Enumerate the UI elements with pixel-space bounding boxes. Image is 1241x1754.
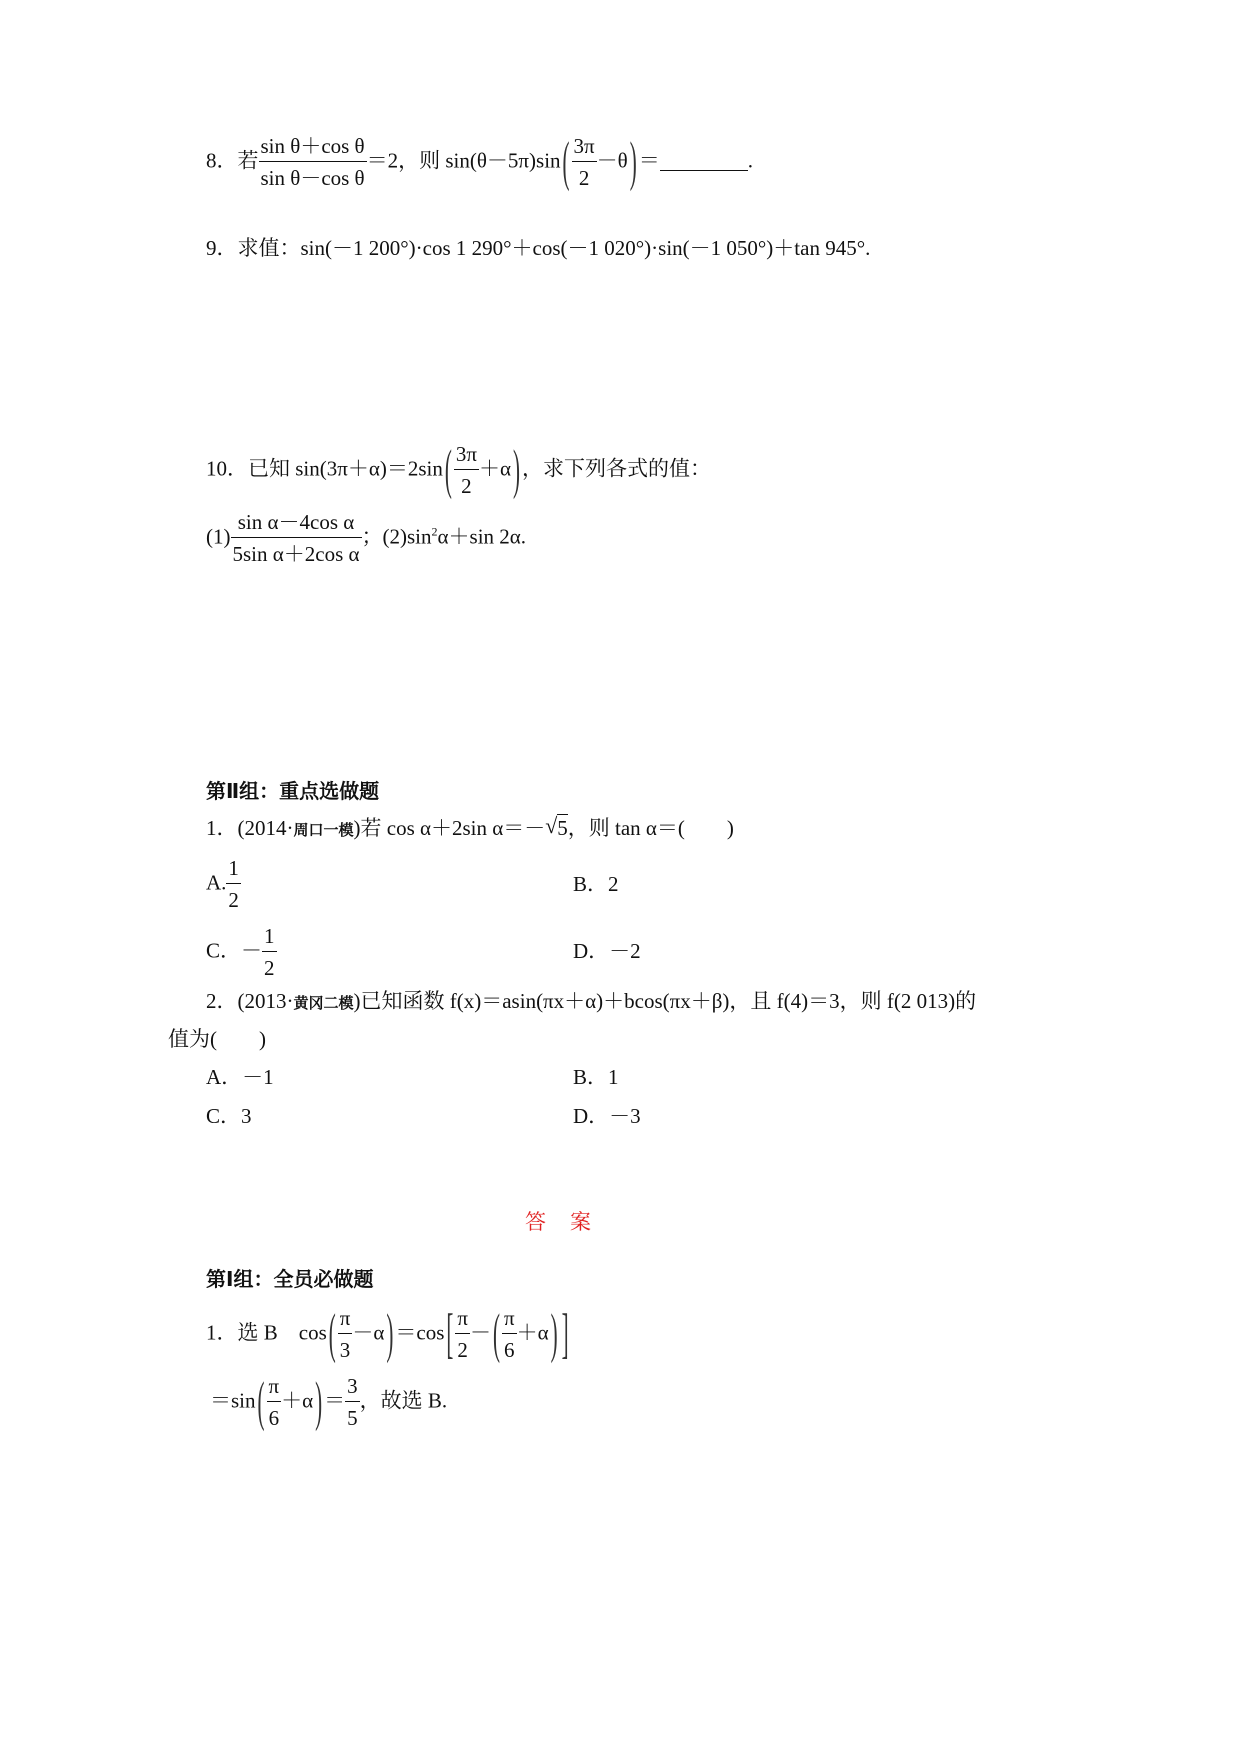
- group1-title: 第Ⅰ组：全员必做题: [206, 1267, 374, 1291]
- q8-pre: 若: [237, 148, 259, 173]
- sqrt-5: √ 5: [545, 813, 568, 840]
- g2-question-1: 1．(2014·周口一模)若 cos α＋2sin α＝－ √ 5，则 tan α＝( ): [206, 813, 734, 840]
- g2-q2-option-c[interactable]: C．3: [206, 1104, 252, 1128]
- group2-title: 第Ⅱ组：重点选做题: [206, 779, 380, 803]
- question-10-parts: (1) $\frac{\text{sin α－4cos α}}{\text{5sin α＋2cos α}}$ ；$(2)\sin^2\alpha+\sin$ 2α.: [206, 510, 527, 566]
- g2-question-2-line1: 2．(2013·黄冈二模)已知函数 f(x)＝asin(πx＋α)＋bcos(πx＋β)，且 f(4)＝3，则 f(2 013)的: [206, 989, 977, 1013]
- q8-frac-den: sin θ－cos θ: [260, 166, 365, 190]
- q10-part1-fraction: $\frac{\text{sin α－4cos α}}{\text{5sin α＋2cos α}}$: [232, 510, 360, 566]
- q8-number: 8．: [206, 148, 238, 173]
- g2-q2-option-d[interactable]: D．－3: [573, 1104, 641, 1128]
- g2-q1-option-d[interactable]: D．－2: [573, 939, 641, 963]
- q8-fraction: [259, 136, 367, 189]
- g2-q2-option-a[interactable]: A．－1: [206, 1065, 274, 1089]
- g2-q1-option-b[interactable]: B．2: [573, 872, 619, 896]
- answer-1-line1: 1．选 B cos( $\frac{\pi}{3}$ －α)＝cos[ $\frac{\pi}{2}$ －( $\frac{\pi}{6}$ ＋α) ]: [206, 1302, 569, 1365]
- g2-q1-option-a[interactable]: A. $\frac{1}{2}$: [206, 856, 239, 912]
- q8-answer-blank: [660, 170, 748, 171]
- question-9: 9．求值：sin(－1 200°)·cos 1 290°＋cos(－1 020°)·sin(－1 050°)＋tan 945°.: [206, 236, 871, 260]
- answer-1-line2: ＝sin( $\frac{\pi}{6}$ ＋α)＝ $\frac{3}{5}$ ，故选 B.: [210, 1370, 448, 1433]
- g2-q1-source: 周口一模: [293, 821, 354, 839]
- q8-mid: ＝2，则 sin(θ－5π)sin: [366, 148, 561, 173]
- q8-frac-num: sin θ＋cos θ: [259, 136, 367, 162]
- answers-title: 答案: [525, 1210, 615, 1234]
- q10-inner-fraction: $\frac{3\pi}{2}$: [455, 442, 477, 498]
- q8-inner-fraction: $\frac{3\pi}{2}$: [573, 134, 595, 190]
- question-10: 10．已知 sin(3π＋α)＝2sin( $\frac{3\pi}{2}$ ＋α)，求下列各式的值：: [206, 438, 711, 501]
- g2-q2-source: 黄冈二模: [293, 994, 354, 1012]
- g2-question-2-line2: 值为( ): [168, 1027, 266, 1051]
- g2-q1-option-c[interactable]: C．－ $\frac{1}{2}$: [206, 924, 275, 980]
- g2-q2-option-b[interactable]: B．1: [573, 1065, 619, 1089]
- question-8: 8．若 $\frac{\text{sin θ＋cos θ}}{\text{sin θ－cos θ}}$ ＝2，则 sin(θ－5π)sin( $\frac{3\pi}{2}$ －θ)＝ .: [206, 130, 753, 193]
